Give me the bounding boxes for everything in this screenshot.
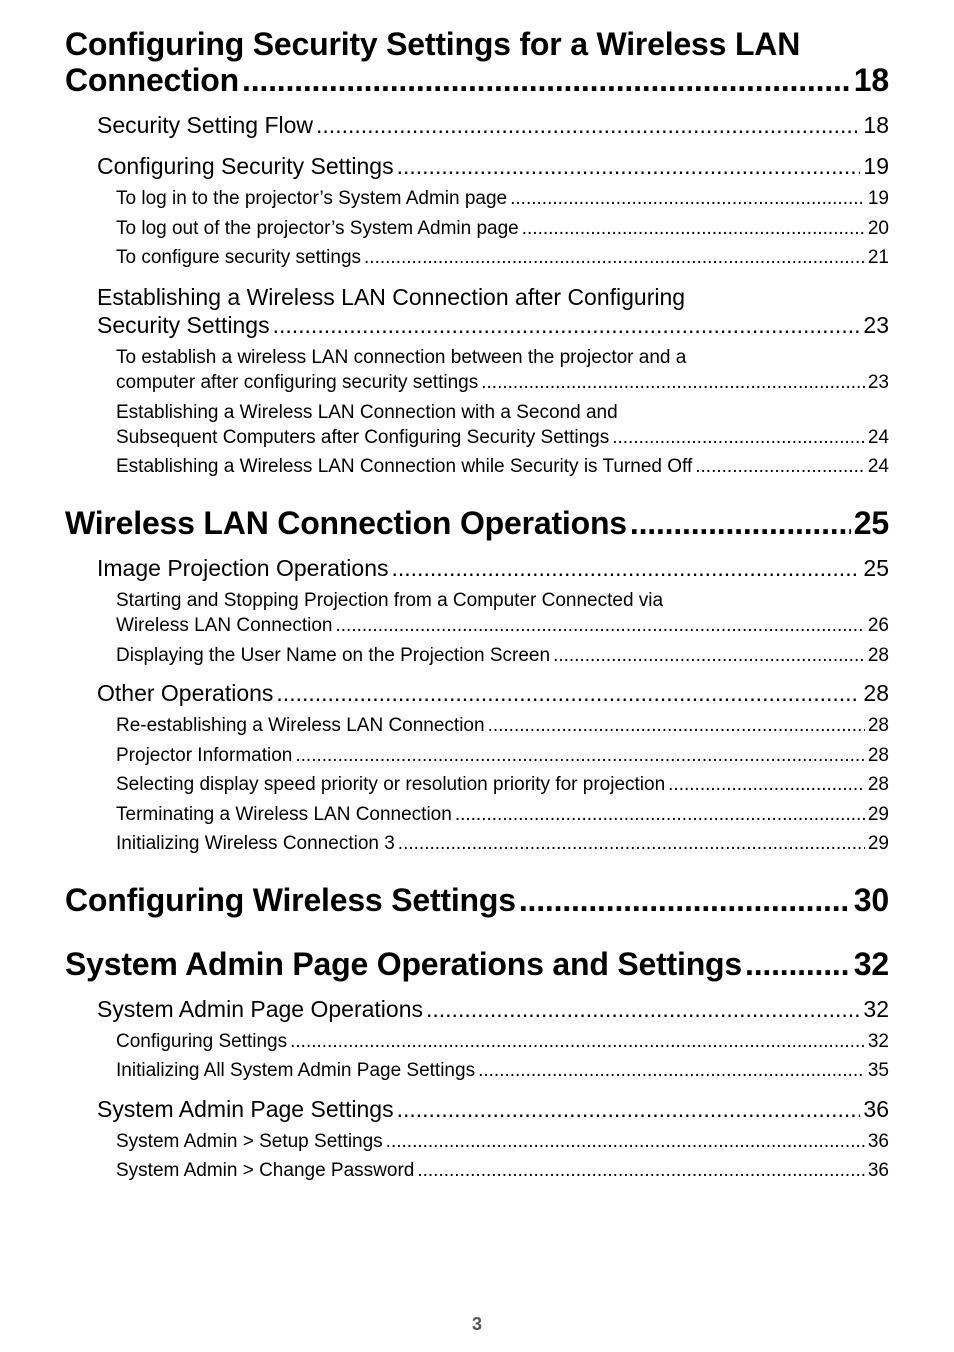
toc-entry[interactable] xyxy=(116,833,889,855)
toc-entry-title: Other Operations xyxy=(97,680,274,706)
toc-entry-title: Re-establishing a Wireless LAN Connection xyxy=(116,715,485,736)
toc-entry[interactable] xyxy=(116,615,889,637)
toc-entry[interactable] xyxy=(97,996,889,1023)
dot-leader xyxy=(397,1096,861,1123)
toc-page-number: 20 xyxy=(867,218,889,239)
toc-entry-title: Initializing Wireless Connection 3 xyxy=(116,833,395,854)
toc-entry-title: System Admin > Setup Settings xyxy=(116,1131,383,1152)
toc-entry-title: Connection xyxy=(65,62,239,98)
page-number: 3 xyxy=(471,1314,482,1334)
toc-entry[interactable] xyxy=(116,745,889,767)
toc-page-number: 36 xyxy=(867,1160,889,1181)
dot-leader xyxy=(273,312,861,339)
dot-leader xyxy=(522,218,865,240)
toc-page-number: 25 xyxy=(853,505,889,541)
toc-page-number: 19 xyxy=(863,153,889,179)
toc-entry-title: System Admin Page Operations and Settings xyxy=(65,946,742,982)
dot-leader xyxy=(290,1031,865,1053)
toc-entry-title: Security Settings xyxy=(97,312,270,338)
toc-entry-system-admin[interactable] xyxy=(65,946,889,983)
toc-page-number: 18 xyxy=(853,62,889,98)
toc-entry[interactable] xyxy=(116,1031,889,1053)
toc-page-number: 18 xyxy=(863,112,889,138)
toc-entry[interactable] xyxy=(116,774,889,796)
toc-page-number: 30 xyxy=(853,882,889,918)
dot-leader xyxy=(417,1160,865,1182)
toc-page-number: 32 xyxy=(867,1031,889,1052)
toc-entry-title: Image Projection Operations xyxy=(97,555,389,581)
toc-entry-line: To establish a wireless LAN connection between the projector and a xyxy=(116,347,687,368)
toc-entry-title: Projector Information xyxy=(116,745,293,766)
dot-leader xyxy=(335,615,864,637)
dot-leader xyxy=(397,153,861,180)
toc-entry-title: Wireless LAN Connection xyxy=(116,615,333,636)
toc-page-number: 28 xyxy=(867,715,889,736)
toc-entry-title: System Admin > Change Password xyxy=(116,1160,415,1181)
toc-page-number: 28 xyxy=(867,645,889,666)
dot-leader xyxy=(364,247,865,269)
dot-leader xyxy=(612,427,865,449)
toc-entry-title: To log in to the projector’s System Admin page xyxy=(116,188,508,209)
toc-page-number: 36 xyxy=(863,1096,889,1122)
toc-entry-title: To log out of the projector’s System Admin page xyxy=(116,218,519,239)
dot-leader xyxy=(510,188,865,210)
toc-entry-title: Configuring Settings xyxy=(116,1031,288,1052)
toc-entry-title: To configure security settings xyxy=(116,247,362,268)
toc-page-number: 19 xyxy=(867,188,889,209)
toc-entry[interactable] xyxy=(97,555,889,582)
toc-page-number: 32 xyxy=(863,996,889,1022)
toc-page-number: 32 xyxy=(853,946,889,982)
dot-leader xyxy=(553,645,865,667)
dot-leader xyxy=(481,372,865,394)
toc-entry-title: Selecting display speed priority or resolution priority for projection xyxy=(116,774,666,795)
toc-entry[interactable] xyxy=(97,112,889,139)
toc-entry[interactable] xyxy=(116,804,889,826)
toc-entry-title: Terminating a Wireless LAN Connection xyxy=(116,804,452,825)
dot-leader xyxy=(386,1131,865,1153)
dot-leader xyxy=(295,745,865,767)
dot-leader xyxy=(242,62,851,99)
toc-entry[interactable] xyxy=(97,312,889,339)
toc-entry[interactable] xyxy=(116,456,889,478)
toc-entry[interactable] xyxy=(116,715,889,737)
toc-entry-wireless-lan-operations[interactable] xyxy=(65,505,889,542)
dot-leader xyxy=(519,882,851,919)
toc-page-number: 35 xyxy=(867,1060,889,1081)
toc-entry-title: System Admin Page Settings xyxy=(97,1096,394,1122)
toc-entry-title: Initializing All System Admin Page Settings xyxy=(116,1060,476,1081)
toc-entry[interactable] xyxy=(116,372,889,394)
toc-entry[interactable] xyxy=(116,247,889,269)
toc-page-number: 25 xyxy=(863,555,889,581)
toc-entry[interactable] xyxy=(116,645,889,667)
toc-entry-title: Displaying the User Name on the Projection Screen xyxy=(116,645,551,666)
toc-page-number: 24 xyxy=(867,427,889,448)
dot-leader xyxy=(455,804,865,826)
toc-entry-wireless-settings[interactable] xyxy=(65,882,889,919)
toc-entry-line: Establishing a Wireless LAN Connection with a Second and xyxy=(116,402,618,423)
toc-entry-title: Establishing a Wireless LAN Connection while Security is Turned Off xyxy=(116,456,693,477)
toc-page-number: 23 xyxy=(867,372,889,393)
dot-leader xyxy=(392,555,861,582)
toc-page-number: 21 xyxy=(867,247,889,268)
toc-page-number: 23 xyxy=(863,312,889,338)
toc-entry[interactable] xyxy=(97,1096,889,1123)
toc-entry[interactable] xyxy=(116,427,889,449)
toc-page-number: 26 xyxy=(867,615,889,636)
dot-leader xyxy=(695,456,865,478)
toc-entry-title: computer after configuring security settings xyxy=(116,372,479,393)
toc-entry[interactable] xyxy=(116,218,889,240)
dot-leader xyxy=(745,946,851,983)
toc-entry-line: Establishing a Wireless LAN Connection after Configuring xyxy=(97,284,686,310)
toc-page-number: 28 xyxy=(867,774,889,795)
dot-leader xyxy=(478,1060,865,1082)
toc-page-number: 29 xyxy=(867,833,889,854)
toc-entry[interactable] xyxy=(116,188,889,210)
toc-entry-title: System Admin Page Operations xyxy=(97,996,423,1022)
dot-leader xyxy=(668,774,865,796)
toc-entry[interactable] xyxy=(116,1131,889,1153)
toc-heading-line: Configuring Security Settings for a Wireless LAN xyxy=(65,26,801,62)
toc-entry-title: Subsequent Computers after Configuring Security Settings xyxy=(116,427,610,448)
toc-entry[interactable] xyxy=(116,1160,889,1182)
toc-entry-title: Security Setting Flow xyxy=(97,112,314,138)
dot-leader xyxy=(276,680,860,707)
toc-page-number: 36 xyxy=(867,1131,889,1152)
toc-entry-title: Configuring Wireless Settings xyxy=(65,882,516,918)
dot-leader xyxy=(316,112,860,139)
toc-entry-line: Starting and Stopping Projection from a Computer Connected via xyxy=(116,590,664,611)
toc-page-number: 24 xyxy=(867,456,889,477)
dot-leader xyxy=(398,833,865,855)
toc-entry-security-settings[interactable] xyxy=(65,62,889,99)
toc-page-number: 28 xyxy=(867,745,889,766)
dot-leader xyxy=(630,505,851,542)
toc-page-number: 28 xyxy=(863,680,889,706)
toc-entry[interactable] xyxy=(97,153,889,180)
dot-leader xyxy=(426,996,860,1023)
toc-entry-title: Wireless LAN Connection Operations xyxy=(65,505,627,541)
toc-entry-title: Configuring Security Settings xyxy=(97,153,394,179)
toc-entry[interactable] xyxy=(97,680,889,707)
dot-leader xyxy=(488,715,865,737)
toc-page-number: 29 xyxy=(867,804,889,825)
toc-entry[interactable] xyxy=(116,1060,889,1082)
